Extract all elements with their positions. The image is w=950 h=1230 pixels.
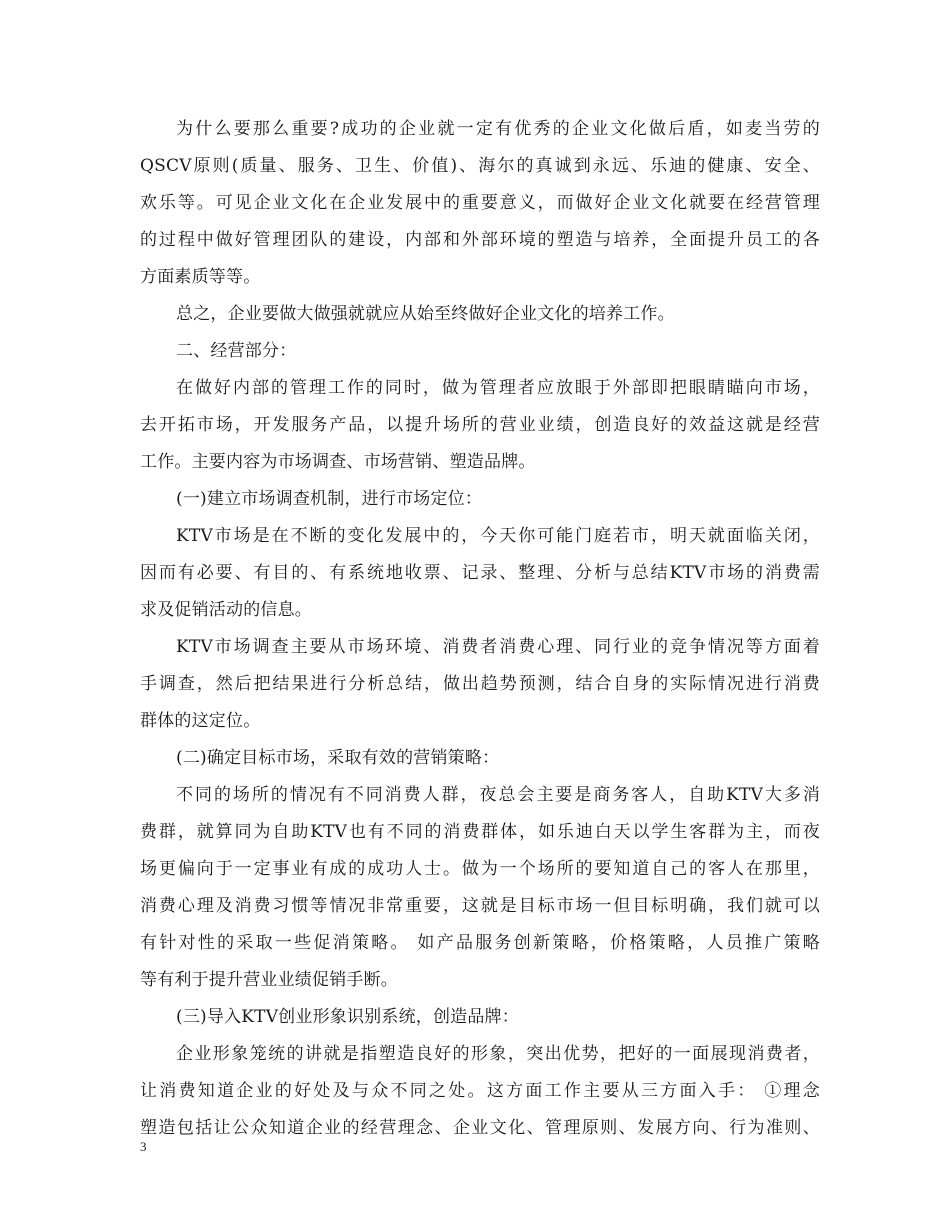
text-line: 手调查，然后把结果进行分析总结，做出趋势预测，结合自身的实际情况进行消费 — [140, 674, 820, 694]
text-line: 总之，企业要做大做强就就应从始至终做好企业文化的培养工作。 — [176, 304, 675, 324]
text-line: 的过程中做好管理团队的建设，内部和外部环境的塑造与培养，全面提升员工的各 — [140, 230, 820, 250]
text-line: 塑造包括让公众知道企业的经营理念、企业文化、管理原则、发展方向、行为准则、 — [140, 1118, 820, 1138]
text-line: QSCV原则(质量、服务、卫生、价值)、海尔的真诚到永远、乐迪的健康、安全、 — [140, 156, 820, 176]
subsection-heading: (三)导入KTV创业形象识别系统，创造品牌： — [176, 1007, 519, 1027]
text-line: 不同的场所的情况有不同消费人群，夜总会主要是商务客人，自助KTV大多消 — [176, 785, 820, 805]
text-line: 消费心理及消费习惯等情况非常重要，这就是目标市场一但目标明确，我们就可以 — [140, 896, 820, 916]
text-line: 等有利于提升营业业绩促销手断。 — [140, 970, 398, 990]
text-line: 去开拓市场，开发服务产品，以提升场所的营业业绩，创造良好的效益这就是经营 — [140, 415, 820, 435]
text-line: 企业形象笼统的讲就是指塑造良好的形象，突出优势，把好的一面展现消费者， — [176, 1044, 820, 1064]
text-line: 因而有必要、有目的、有系统地收票、记录、整理、分析与总结KTV市场的消费需 — [140, 563, 820, 583]
text-line: 在做好内部的管理工作的同时，做为管理者应放眼于外部即把眼睛瞄向市场， — [176, 378, 820, 398]
text-line: 让消费知道企业的好处及与众不同之处。这方面工作主要从三方面入手： ①理念 — [140, 1081, 820, 1101]
subsection-heading: (一)建立市场调查机制，进行市场定位： — [176, 489, 483, 509]
text-line: 有针对性的采取一些促消策略。 如产品服务创新策略，价格策略，人员推广策略 — [140, 933, 820, 953]
text-line: 费群，就算同为自助KTV也有不同的消费群体，如乐迪白天以学生客群为主，而夜 — [140, 822, 820, 842]
text-line: 群体的这定位。 — [140, 711, 261, 731]
text-line: KTV市场调查主要从市场环境、消费者消费心理、同行业的竞争情况等方面着 — [176, 637, 820, 657]
section-heading: 二、经营部分： — [176, 341, 297, 361]
subsection-heading: (二)确定目标市场，采取有效的营销策略： — [176, 748, 500, 768]
text-line: 场更偏向于一定事业有成的成功人士。做为一个场所的要知道自己的客人在那里， — [140, 859, 820, 879]
text-line: 工作。主要内容为市场调查、市场营销、塑造品牌。 — [140, 452, 536, 472]
text-line: KTV市场是在不断的变化发展中的，今天你可能门庭若市，明天就面临关闭， — [176, 526, 820, 546]
text-line: 为什么要那么重要?成功的企业就一定有优秀的企业文化做后盾，如麦当劳的 — [176, 119, 820, 139]
text-line: 欢乐等。可见企业文化在企业发展中的重要意义，而做好企业文化就要在经营管理 — [140, 193, 820, 213]
text-line: 求及促销活动的信息。 — [140, 600, 312, 620]
text-line: 方面素质等等。 — [140, 267, 261, 287]
page-number: 3 — [140, 1139, 147, 1154]
